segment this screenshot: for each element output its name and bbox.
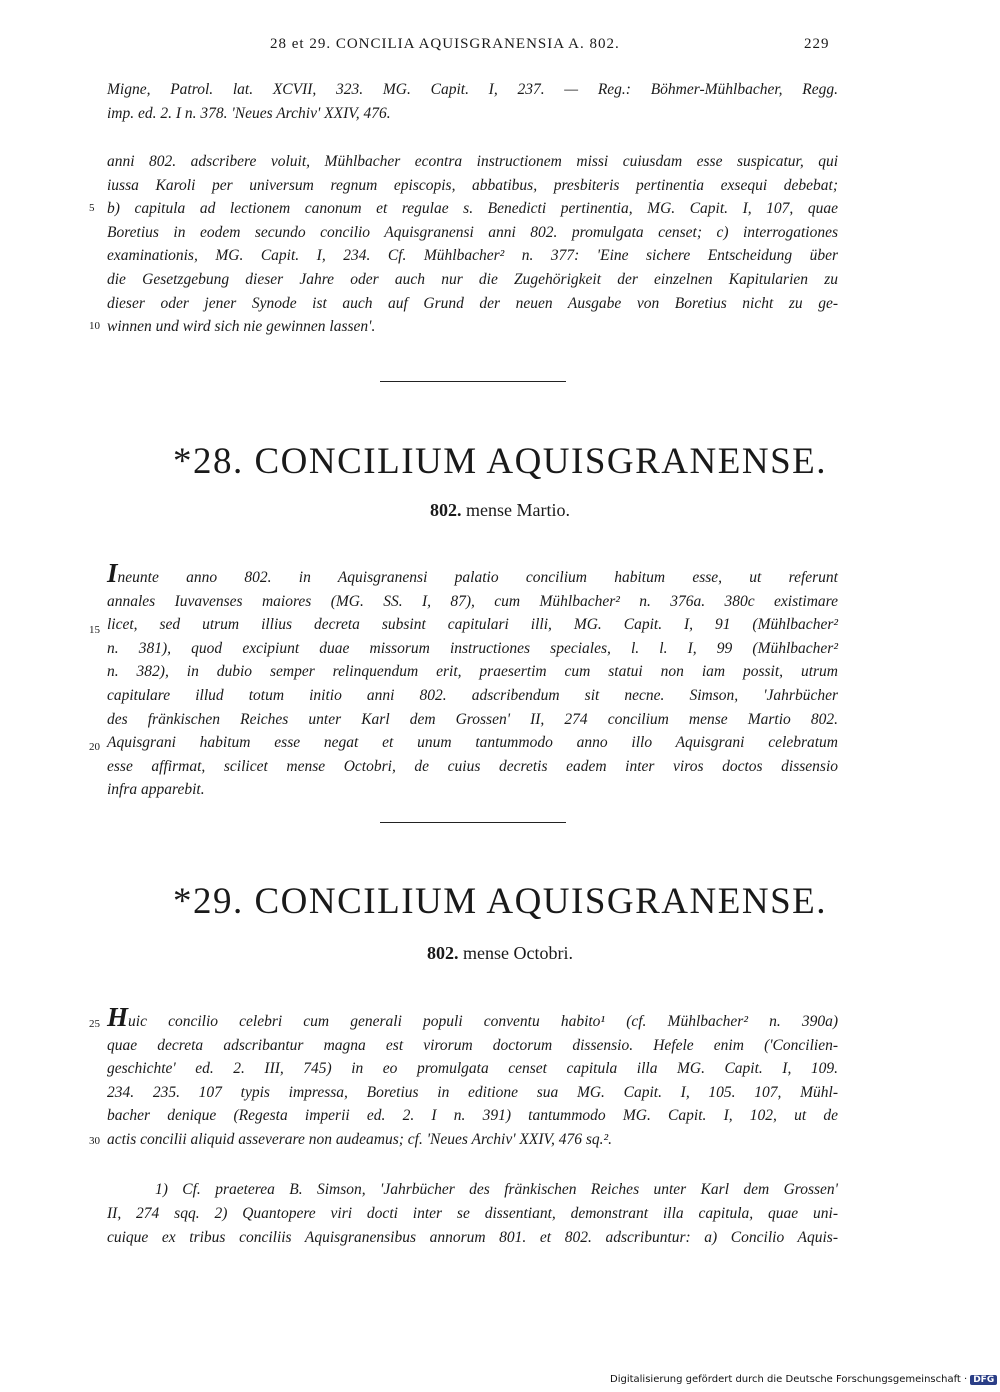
body-line: n. 382), in dubio semper relinquendum erit, praesertim cum statui non iam possit, utrum	[107, 663, 838, 681]
section-29-month: mense Octobri.	[463, 943, 573, 963]
note-line: b) capitula ad lectionem canonum et regulae s. Benedicti pertinentia, MG. Capit. I, 107, quae	[107, 200, 838, 218]
body-line: Ineunte anno 802. in Aquisgranensi palatio concilium habitum esse, ut referunt	[107, 558, 838, 588]
initial-letter: H	[107, 1002, 129, 1032]
section-29-date	[0, 943, 1000, 964]
running-head	[0, 36, 1000, 58]
section-28-date	[0, 500, 1000, 521]
section-29-year: 802.	[427, 943, 459, 963]
line-number: 5	[89, 202, 95, 214]
section-divider	[380, 822, 566, 823]
bibliography-note	[107, 78, 838, 126]
note-line: imp. ed. 2. I n. 378. 'Neues Archiv' XXIV, 476.	[107, 105, 391, 122]
section-28-heading: *28. CONCILIUM AQUISGRANENSE.	[172, 441, 828, 482]
section-28-month: mense Martio.	[466, 500, 570, 520]
section-29-body	[107, 1002, 838, 1152]
line-number: 10	[89, 320, 100, 332]
initial-letter: I	[107, 558, 118, 588]
footnotes	[107, 1178, 838, 1250]
footnote-line: cuique ex tribus conciliis Aquisgranensibus annorum 801. et 802. adscribuntur: a) Concilio Aquis-	[107, 1229, 838, 1246]
footnote-line: 1) Cf. praeterea B. Simson, 'Jahrbücher des fränkischen Reiches unter Karl dem Grossen'	[155, 1181, 838, 1198]
page-number: 229	[804, 36, 830, 52]
line-number: 15	[89, 624, 100, 636]
section-28-year: 802.	[430, 500, 462, 520]
section-divider	[380, 381, 566, 382]
body-line: annales Iuvavenses maiores (MG. SS. I, 87), cum Mühlbacher² n. 376a. 380c existimare	[107, 592, 838, 610]
note-line: Migne, Patrol. lat. XCVII, 323. MG. Capit. I, 237. — Reg.: Böhmer-Mühlbacher, Regg.	[107, 81, 838, 98]
body-line: geschichte' ed. 2. III, 745) in eo promulgata censet capitula illa MG. Capit. I, 109.	[107, 1060, 838, 1078]
body-line: licet, sed utrum illius decreta subsint capitulari illi, MG. Capit. I, 91 (Mühlbacher²	[107, 616, 838, 634]
note-line: Boretius in eodem secundo concilio Aquisgranensi anni 802. promulgata censet; c) interrogationes	[107, 223, 838, 241]
section-28-body	[107, 558, 838, 802]
note-line: anni 802. adscribere voluit, Mühlbacher econtra instructionem missi cuiusdam esse suspicatur, qui	[107, 153, 838, 170]
body-line: esse affirmat, scilicet mense Octobri, de cuius decretis eadem inter viros doctos dissensio	[107, 757, 838, 775]
note-line: die Gesetzgebung dieser Jahre oder auch nur die Zugehörigkeit der einzelnen Kapitularien zu	[107, 270, 838, 288]
body-line: quae decreta adscribantur magna est virorum doctorum dissensio. Hefele enim ('Concilien-	[107, 1036, 838, 1054]
note-line: dieser oder jener Synode ist auch auf Grund der neuen Ausgabe von Boretius nicht zu ge-	[107, 294, 838, 312]
line-number: 20	[89, 741, 100, 753]
body-line: des fränkischen Reiches unter Karl dem Grossen' II, 274 concilium mense Martio 802.	[107, 710, 838, 728]
body-line: Aquisgrani habitum esse negat et unum tantummodo anno illo Aquisgrani celebratum	[107, 734, 838, 752]
body-line: 234. 235. 107 typis impressa, Boretius in editione sua MG. Capit. I, 105. 107, Mühl-	[107, 1083, 838, 1101]
body-line: infra apparebit.	[107, 781, 205, 799]
running-head-title: 28 et 29. CONCILIA AQUISGRANENSIA A. 802.	[270, 36, 620, 52]
note-line: winnen und wird sich nie gewinnen lassen'.	[107, 318, 376, 336]
continued-footnote	[107, 150, 838, 339]
footer-text: Digitalisierung gefördert durch die Deutsche Forschungsgemeinschaft ·	[610, 1374, 968, 1385]
body-line: Huic concilio celebri cum generali populi conventu habito¹ (cf. Mühlbacher² n. 390a)	[107, 1002, 838, 1032]
body-line: bacher denique (Regesta imperii ed. 2. I n. 391) tantummodo MG. Capit. I, 102, ut de	[107, 1107, 838, 1125]
dfg-funding-note	[610, 1374, 997, 1385]
body-line: actis concilii aliquid asseverare non audeamus; cf. 'Neues Archiv' XXIV, 476 sq.².	[107, 1130, 613, 1148]
line-number: 30	[89, 1135, 100, 1147]
note-line: examinationis, MG. Capit. I, 234. Cf. Mühlbacher² n. 377: 'Eine sichere Entscheidung über	[107, 247, 838, 265]
note-line: iussa Karoli per universum regnum episcopis, abbatibus, presbiteris pertinentia exsequi debebat;	[107, 176, 838, 194]
body-line: capitulare illud totum initio anni 802. adscribendum sit necne. Simson, 'Jahrbücher	[107, 686, 838, 704]
footnote-line: II, 274 sqq. 2) Quantopere viri docti inter se dissentiant, demonstrant illa capitula, quae uni-	[107, 1205, 838, 1222]
section-29-heading: *29. CONCILIUM AQUISGRANENSE.	[172, 881, 828, 922]
dfg-logo: DFG	[970, 1375, 997, 1385]
body-line: n. 381), quod excipiunt duae missorum instructiones speciales, l. l. I, 99 (Mühlbacher²	[107, 639, 838, 657]
line-number: 25	[89, 1018, 100, 1030]
